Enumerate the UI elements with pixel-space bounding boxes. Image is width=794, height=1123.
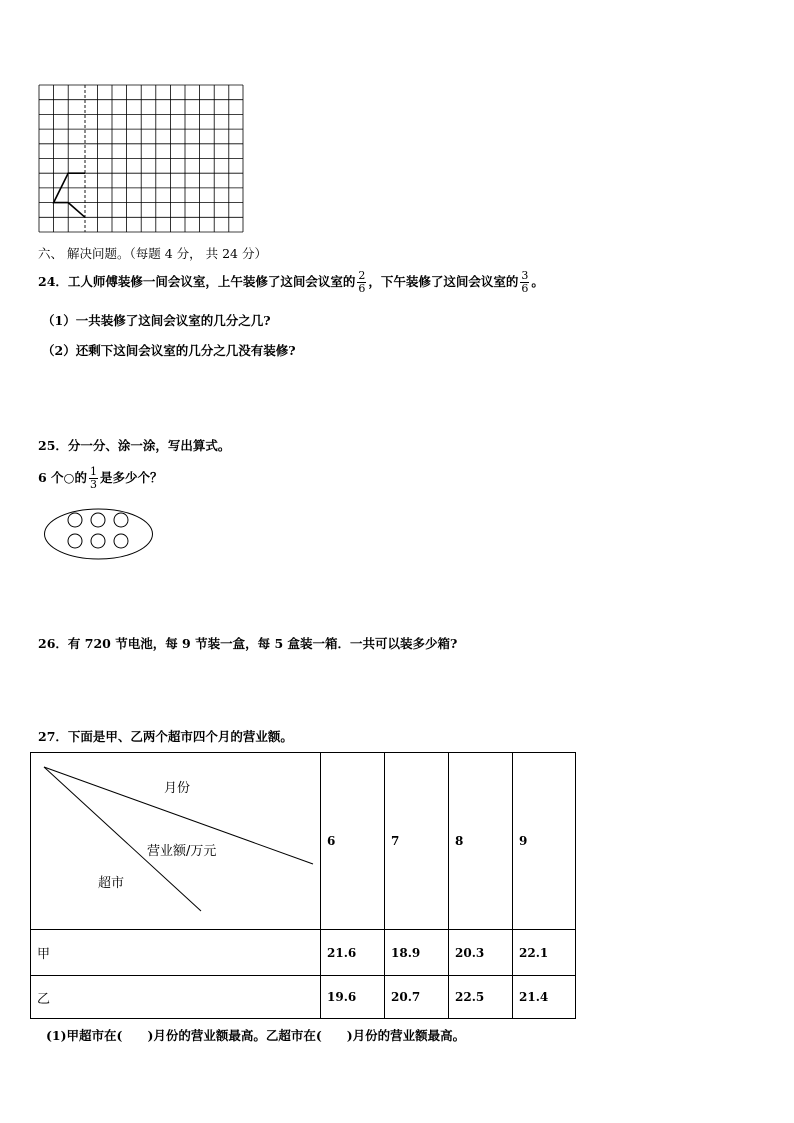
month-9: 9 [513,753,576,930]
half-figure [54,173,85,217]
table-row [31,930,576,976]
circle-1 [68,513,82,527]
table-row [31,976,576,1019]
q24-sub1: （1）一共装修了这间会议室的几分之几? [42,313,271,328]
q26-question: 26．有 720 节电池，每 9 节装一盒，每 5 盒装一箱．一共可以装多少箱? [38,636,458,651]
month-7: 7 [385,753,449,930]
circle-5 [91,534,105,548]
cell-value: 18.9 [385,930,449,976]
q25-suffix: 是多少个？ [99,470,163,485]
q27-title: 27．下面是甲、乙两个超市四个月的营业额。 [38,729,293,744]
q25-question [38,466,162,491]
q24-question [38,270,544,295]
q25-title: 25．分一分、涂一涂，写出算式。 [38,438,231,453]
q24-fraction-2: $\frac{3}{6}$ [521,269,529,295]
header-label-month: 月份 [164,781,191,796]
drawing-grid [38,84,244,234]
row-name-yi: 乙 [31,976,321,1019]
circle-2 [91,513,105,527]
month-6: 6 [321,753,385,930]
cell-value: 19.6 [321,976,385,1019]
q24-prefix: 24．工人师傅装修一间会议室，上午装修了这间会议室的 [38,274,356,289]
circles-oval [43,507,155,561]
diagonal-header-cell [31,753,321,930]
section6-title: 六、 解决问题。（每题 4 分， 共 24 分） [38,246,267,261]
revenue-table [30,752,576,1019]
q24-middle: ，下午装修了这间会议室的 [368,274,519,289]
cell-value: 20.3 [449,930,513,976]
month-8: 8 [449,753,513,930]
q25-fraction: $\frac{1}{3}$ [89,465,97,491]
circle-3 [114,513,128,527]
q24-suffix: 。 [531,274,544,289]
circle-4 [68,534,82,548]
circle-6 [114,534,128,548]
cell-value: 20.7 [385,976,449,1019]
cell-value: 21.4 [513,976,576,1019]
header-label-market: 超市 [98,876,125,891]
q24-fraction-1: $\frac{2}{6}$ [358,269,366,295]
cell-value: 22.1 [513,930,576,976]
cell-value: 21.6 [321,930,385,976]
cell-value: 22.5 [449,976,513,1019]
row-name-jia: 甲 [31,930,321,976]
header-label-revenue: 营业额/万元 [147,844,217,859]
q25-prefix: 6 个○的 [38,470,87,485]
q27-sub1: (1)甲超市在( )月份的营业额最高。乙超市在( )月份的营业额最高。 [46,1028,466,1043]
table-header-row [31,753,576,930]
q24-sub2: （2）还剩下这间会议室的几分之几没有装修? [42,343,296,358]
